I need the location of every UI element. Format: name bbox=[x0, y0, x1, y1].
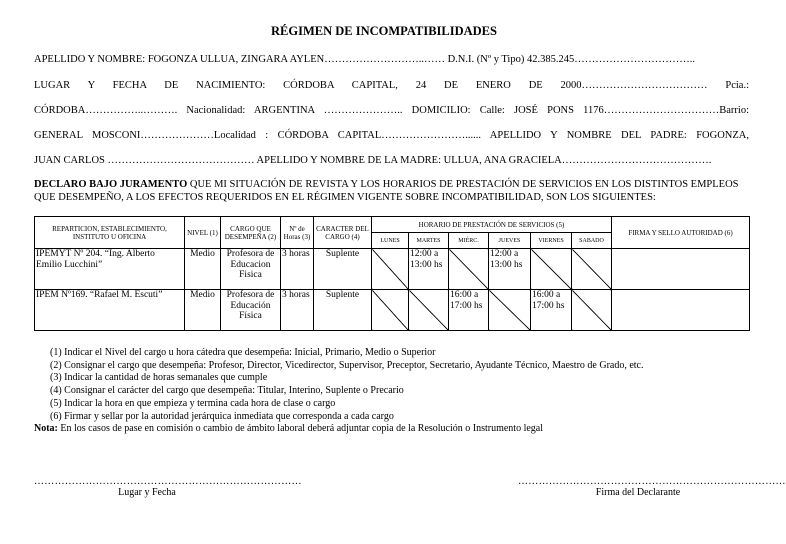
cell-day-miercoles: 16:00 a 17:00 hs bbox=[449, 290, 489, 331]
cell-reparticion: IPEMYT Nº 204. “Ing. Alberto Emilio Lucchini” bbox=[35, 249, 185, 290]
lugar-fecha-label: Lugar y Fecha bbox=[118, 487, 176, 498]
cell-day-jueves: 12:00 a 13:00 hs bbox=[489, 249, 531, 290]
cell-day-viernes: 16:00 a 17:00 hs bbox=[531, 290, 572, 331]
cell-day-sabado bbox=[572, 249, 612, 290]
header-horas: Nº de Horas (3) bbox=[281, 217, 314, 249]
footnote: (1) Indicar el Nivel del cargo u hora cátedra que desempeña: Inicial, Primario, Medio o Superior bbox=[50, 347, 436, 358]
cell-day-viernes bbox=[531, 249, 572, 290]
cell-day-miercoles bbox=[449, 249, 489, 290]
nota-text: En los casos de pase en comisión o cambio de ámbito laboral deberá adjuntar copia de la Resolución o Instrumento legal bbox=[57, 423, 544, 434]
footnote: (2) Consignar el cargo que desempeña: Profesor, Director, Vicedirector, Supervisor, Preceptor, Secretario, Ayudante Técnico, Maestro de Grado, etc. bbox=[50, 359, 644, 371]
declaration-bold: DECLARO BAJO JURAMENTO bbox=[34, 179, 188, 190]
nota bbox=[34, 423, 543, 434]
line-madre: JUAN CARLOS …………………………………… APELLIDO Y NOMBRE DE LA MADRE: ULLUA, ANA GRACIELA……………………………………. bbox=[34, 155, 712, 166]
line-nacionalidad-domicilio: CÓRDOBA……………..………. Nacionalidad: ARGENTINA ………………….. DOMICILIO: Calle: JOSÉ PONS 1176……………………………Barrio: bbox=[34, 105, 749, 116]
cell-cargo: Profesora de Educación Física bbox=[221, 290, 281, 331]
cell-day-martes: 12:00 a 13:00 hs bbox=[409, 249, 449, 290]
cell-nivel: Medio bbox=[185, 290, 221, 331]
cell-nivel: Medio bbox=[185, 249, 221, 290]
document-title: RÉGIMEN DE INCOMPATIBILIDADES bbox=[271, 24, 497, 38]
footnotes bbox=[50, 347, 644, 423]
signature-line-left: …………………………………………………………………… bbox=[34, 476, 302, 487]
line-localidad-padre: GENERAL MOSCONI…………………Localidad : CÓRDOBA CAPITAL……………………...... APELLIDO Y NOMBRE DEL PADRE: FOGONZA, bbox=[34, 130, 749, 141]
cell-caracter: Suplente bbox=[314, 290, 372, 331]
header-caracter: CARACTER DEL CARGO (4) bbox=[314, 217, 372, 249]
header-day-jueves: JUEVES bbox=[489, 233, 531, 249]
table-row bbox=[35, 290, 750, 331]
cell-day-lunes bbox=[372, 290, 409, 331]
cell-reparticion: IPEM Nº169. “Rafael M. Escuti” bbox=[35, 290, 185, 331]
nota-label: Nota: bbox=[34, 423, 58, 434]
header-horario: HORARIO DE PRESTACIÓN DE SERVICIOS (5) bbox=[372, 217, 612, 233]
services-table bbox=[34, 216, 750, 331]
footnote: (4) Consignar el carácter del cargo que desempeña: Titular, Interino, Suplente o Precario bbox=[50, 385, 404, 397]
header-day-viernes: VIERNES bbox=[531, 233, 572, 249]
header-day-sabado: SABADO bbox=[572, 233, 612, 249]
line-apellido-nombre: APELLIDO Y NOMBRE: FOGONZA ULLUA, ZINGARA AYLEN………………………..…… D.N.I. (Nº y Tipo) 42.385.245…………………………….. bbox=[34, 54, 695, 65]
cell-cargo: Profesora de Educacion Fisica bbox=[221, 249, 281, 290]
footnote: (3) Indicar la cantidad de horas semanales que cumple bbox=[50, 372, 268, 384]
header-day-lunes: LUNES bbox=[372, 233, 409, 249]
table-row bbox=[35, 249, 750, 290]
footnote: (5) Indicar la hora en que empieza y termina cada hora de clase o cargo bbox=[50, 397, 336, 409]
cell-firma bbox=[612, 290, 750, 331]
cell-firma bbox=[612, 249, 750, 290]
cell-day-martes bbox=[409, 290, 449, 331]
header-day-martes: MARTES bbox=[409, 233, 449, 249]
header-reparticion: REPARTICION, ESTABLECIMIENTO, INSTITUTO U OFICINA bbox=[35, 217, 185, 249]
cell-horas: 3 horas bbox=[281, 290, 314, 331]
line-lugar-fecha: LUGAR Y FECHA DE NACIMIENTO: CÓRDOBA CAPITAL, 24 DE ENERO DE 2000……………………………… Pcia.: bbox=[34, 80, 749, 91]
cell-day-lunes bbox=[372, 249, 409, 290]
declaration bbox=[34, 178, 749, 204]
header-nivel: NIVEL (1) bbox=[185, 217, 221, 249]
cell-horas: 3 horas bbox=[281, 249, 314, 290]
cell-day-sabado bbox=[572, 290, 612, 331]
declaration-text: QUE MI SITUACIÓN DE REVISTA Y LOS HORARIOS DE PRESTACIÓN DE SERVICIOS EN LOS DISTINTOS EMPLEOS QUE DESEMPEÑO, A LOS EFECTOS REQUERIDOS EN EL RÉGIMEN VIGENTE SOBRE INCOMPATIBILIDAD, SON LOS SIGUIENTES: bbox=[34, 179, 739, 203]
firma-declarante-label: Firma del Declarante bbox=[595, 487, 681, 498]
footnote: (6) Firmar y sellar por la autoridad jerárquica inmediata que corresponda a cada cargo bbox=[50, 410, 394, 422]
signature-line-right: …………………………………………………………………… bbox=[518, 476, 786, 487]
header-firma: FIRMA Y SELLO AUTORIDAD (6) bbox=[612, 217, 750, 249]
header-day-miercoles: MIÉRC. bbox=[449, 233, 489, 249]
cell-day-jueves bbox=[489, 290, 531, 331]
header-cargo: CARGO QUE DESEMPEÑA (2) bbox=[221, 217, 281, 249]
cell-caracter: Suplente bbox=[314, 249, 372, 290]
